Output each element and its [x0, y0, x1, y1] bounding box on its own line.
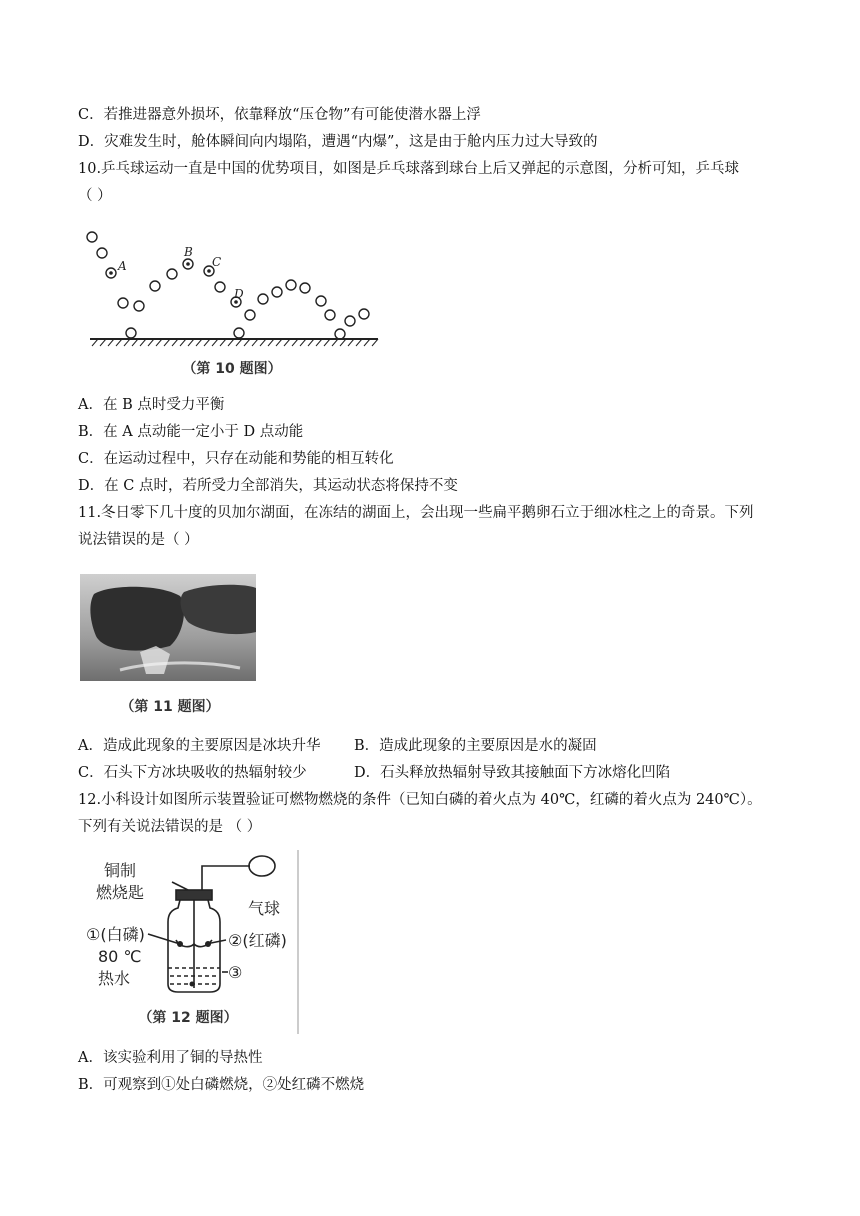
- q12-stem-line1: 12.小科设计如图所示装置验证可燃物燃烧的条件（已知白磷的着火点为 40℃，红磷的着火点为 240℃）。: [78, 792, 762, 808]
- q12-stem-line2: 下列有关说法错误的是 （ ）: [78, 819, 262, 835]
- q11-option-d: D．石头释放热辐射导致其接触面下方冰熔化凹陷: [354, 765, 671, 781]
- q10-option-c: C．在运动过程中，只存在动能和势能的相互转化: [78, 451, 394, 467]
- stopper: [176, 890, 212, 900]
- label-white-phosphorus: ①(白磷): [86, 925, 145, 944]
- q12-option-a: A．该实验利用了铜的导热性: [78, 1050, 263, 1066]
- label-temperature: 80 ℃: [98, 947, 142, 966]
- q10-stem-line1: 10.乒乓球运动一直是中国的优势项目，如图是乒乓球落到球台上后又弹起的示意图，分析可知，乒乓球: [78, 161, 740, 177]
- q11-figure-caption: （第 11 题图）: [120, 699, 220, 715]
- label-balloon: 气球: [248, 899, 281, 918]
- label-red-phosphorus: ②(红磷): [228, 931, 287, 950]
- q11-option-c: C．石头下方冰块吸收的热辐射较少: [78, 765, 307, 781]
- white-phosphorus-sample: [177, 941, 183, 947]
- q11-option-b: B．造成此现象的主要原因是水的凝固: [354, 738, 597, 754]
- surface-hatching: [92, 339, 378, 346]
- q10-option-a: A．在 B 点时受力平衡: [78, 397, 225, 413]
- glass-tube: [202, 866, 250, 890]
- q12-apparatus-figure: [82, 848, 304, 1036]
- label-hot-water: 热水: [98, 969, 131, 988]
- q9-option-c: C．若推进器意外损坏，依靠释放“压仓物”有可能使潜水器上浮: [78, 107, 481, 123]
- q12-option-b: B．可观察到①处白磷燃烧，②处红磷不燃烧: [78, 1077, 365, 1093]
- q11-stem-line1: 11.冬日零下几十度的贝加尔湖面，在冻结的湖面上，会出现一些扁平鹅卵石立于细冰柱之上的奇景。下列: [78, 505, 754, 521]
- q11-stem-line2: 说法错误的是（ ）: [78, 532, 199, 548]
- q10-option-d: D．在 C 点时，若所受力全部消失，其运动状态将保持不变: [78, 478, 458, 494]
- point-c-label: C: [212, 255, 222, 269]
- point-d-label: D: [234, 287, 244, 301]
- q10-pingpong-figure: [82, 222, 382, 382]
- red-phosphorus-sample: [205, 941, 211, 947]
- q10-figure-caption: （第 10 题图）: [182, 361, 282, 377]
- q11-pebble-photo: [80, 574, 260, 720]
- q11-option-a: A．造成此现象的主要原因是冰块升华: [78, 738, 321, 754]
- ball-trajectory: [87, 232, 369, 339]
- balloon: [249, 856, 275, 876]
- point-b-label: B: [184, 245, 193, 259]
- label-three: ③: [228, 963, 243, 982]
- q10-option-b: B．在 A 点动能一定小于 D 点动能: [78, 424, 304, 440]
- q9-option-d: D．灾难发生时，舱体瞬间向内塌陷，遭遇“内爆”，这是由于舱内压力过大导致的: [78, 134, 598, 150]
- pebble-left: [90, 587, 184, 651]
- submerged-sample: [190, 982, 195, 987]
- q10-stem-line2: （ ）: [78, 188, 112, 204]
- q12-figure-caption: （第 12 题图）: [138, 1010, 238, 1026]
- label-copper-1: 铜制: [104, 861, 137, 880]
- label-copper-2: 燃烧匙: [96, 883, 145, 902]
- point-a-label: A: [118, 259, 127, 273]
